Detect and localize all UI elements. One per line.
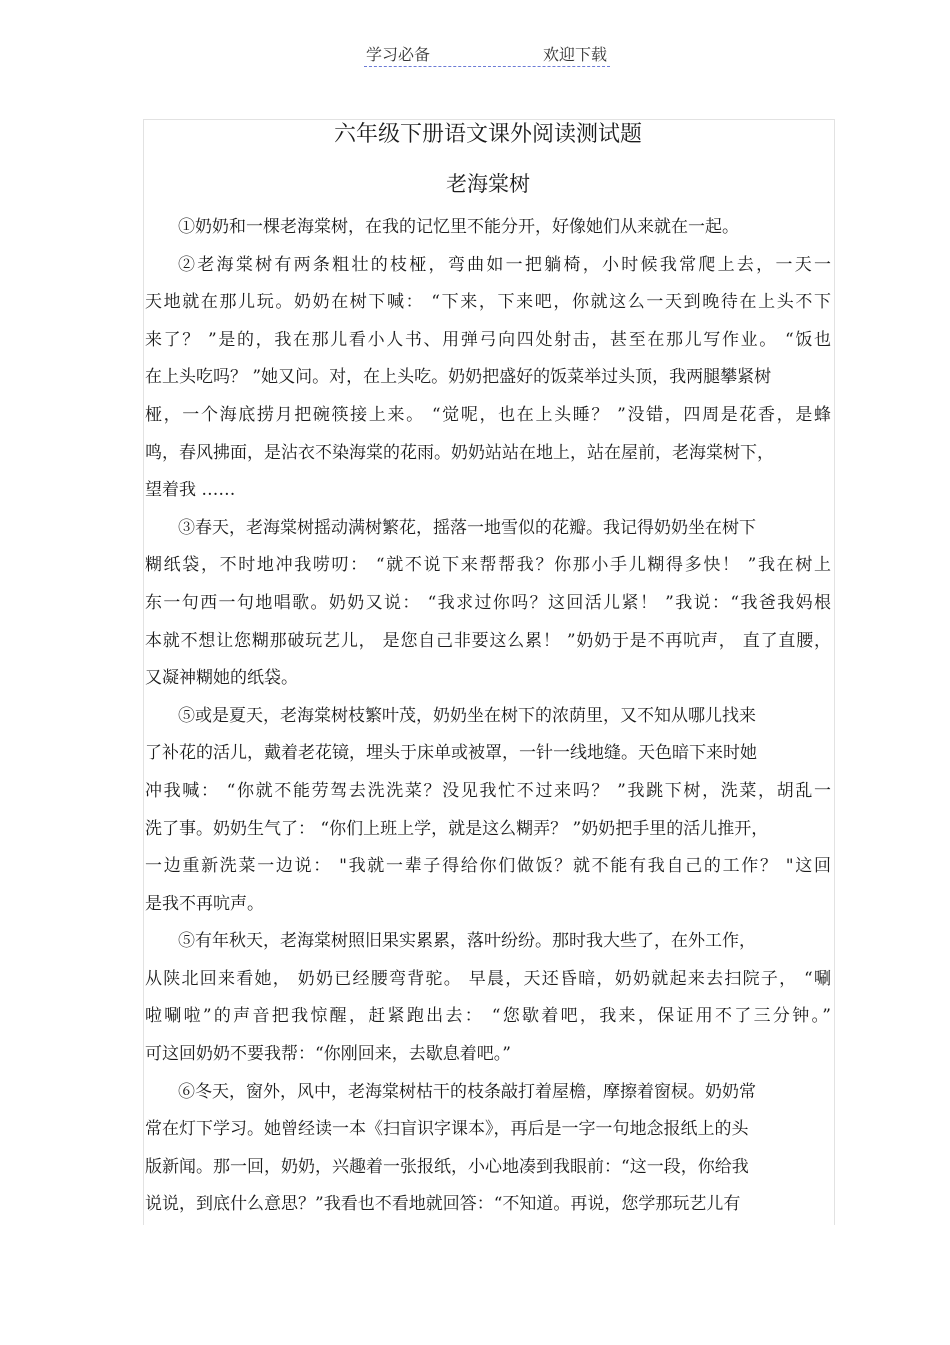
text-line: ⑥冬天，窗外，风中，老海棠树枯干的枝条敲打着屋檐，摩擦着窗棂。奶奶常: [178, 1081, 756, 1102]
text-line: ③春天，老海棠树摇动满树繁花，摇落一地雪似的花瓣。我记得奶奶坐在树下: [178, 517, 756, 538]
text-line: 冲我喊： “你就不能劳驾去洗洗菜？没见我忙不过来吗？ ”我跳下树，洗菜，胡乱一: [145, 780, 831, 801]
text-line: 说说，到底什么意思？”我看也不看地就回答：“不知道。再说，您学那玩艺儿有: [145, 1194, 741, 1215]
text-line: 了补花的活儿，戴着老花镜，埋头于床单或被罩，一针一线地缝。天色暗下来时她: [145, 743, 757, 764]
text-line: 在上头吃吗？ ”她又问。对，在上头吃。奶奶把盛好的饭菜举过头顶，我两腿攀紧树: [145, 367, 772, 388]
header-right-text: 欢迎下载: [542, 45, 607, 64]
text-line: ⑤或是夏天，老海棠树枝繁叶茂，奶奶坐在树下的浓荫里，又不知从哪儿找来: [178, 705, 756, 726]
text-line: 洗了事。奶奶生气了： “你们上班上学，就是这么糊弄？ ”奶奶把手里的活儿推开，: [145, 818, 769, 839]
text-line: 是我不再吭声。: [145, 893, 264, 914]
text-line: 啦唰啦”的声音把我惊醒，赶紧跑出去： “您歇着吧，我来，保证用不了三分钟。”: [145, 1006, 831, 1027]
header-left-text: 学习必备: [366, 45, 431, 64]
text-line: ②老海棠树有两条粗壮的枝桠，弯曲如一把躺椅，小时候我常爬上去，一天一: [178, 254, 831, 275]
text-line: 桠，一个海底捞月把碗筷接上来。 “觉呢，也在上头睡？ ”没错，四周是花香，是蜂: [145, 404, 831, 425]
essay-body: [145, 212, 831, 1227]
text-line: 又凝神糊她的纸袋。: [145, 668, 298, 689]
text-line: 望着我 ……: [145, 480, 236, 501]
text-line: 一边重新洗菜一边说： "我就一辈子得给你们做饭？就不能有我自己的工作？ "这回: [145, 856, 831, 877]
document-title: 六年级下册语文课外阅读测试题: [333, 122, 642, 147]
essay-title: 老海棠树: [446, 172, 530, 196]
text-line: 鸣，春风拂面，是沾衣不染海棠的花雨。奶奶站站在地上，站在屋前，老海棠树下，: [145, 442, 774, 463]
text-line: 从陕北回来看她， 奶奶已经腰弯背驼。 早晨，天还昏暗，奶奶就起来去扫院子， “唰: [145, 968, 831, 989]
text-line: 东一句西一句地唱歌。奶奶又说： “我求过你吗？这回活儿紧！ ”我说：“我爸我妈根: [145, 592, 831, 613]
text-line: 天地就在那儿玩。奶奶在树下喊： “下来，下来吧，你就这么一天到晚待在上头不下: [145, 292, 831, 313]
text-line: 来了？ ”是的，我在那儿看小人书、用弹弓向四处射击，甚至在那儿写作业。 “饭也: [145, 329, 831, 350]
text-line: ①奶奶和一棵老海棠树，在我的记忆里不能分开，好像她们从来就在一起。: [178, 217, 739, 237]
text-line: 版新闻。那一回，奶奶，兴趣着一张报纸，小心地凑到我眼前：“这一段，你给我: [145, 1156, 749, 1177]
text-line: 可这回奶奶不要我帮：“你刚回来，去歇息着吧。”: [145, 1044, 511, 1065]
text-line: 常在灯下学习。她曾经读一本《扫盲识字课本》，再后是一字一句地念报纸上的头: [145, 1119, 749, 1140]
page-header: [364, 40, 610, 67]
text-line: ⑤有年秋天，老海棠树照旧果实累累，落叶纷纷。那时我大些了，在外工作，: [178, 931, 756, 952]
text-line: 本就不想让您糊那破玩艺儿， 是您自己非要这么累！ ”奶奶于是不再吭声， 直了直腰，: [145, 630, 831, 651]
text-line: 糊纸袋，不时地冲我唠叨： “就不说下来帮帮我？你那小手儿糊得多快！ ”我在树上: [145, 555, 831, 576]
